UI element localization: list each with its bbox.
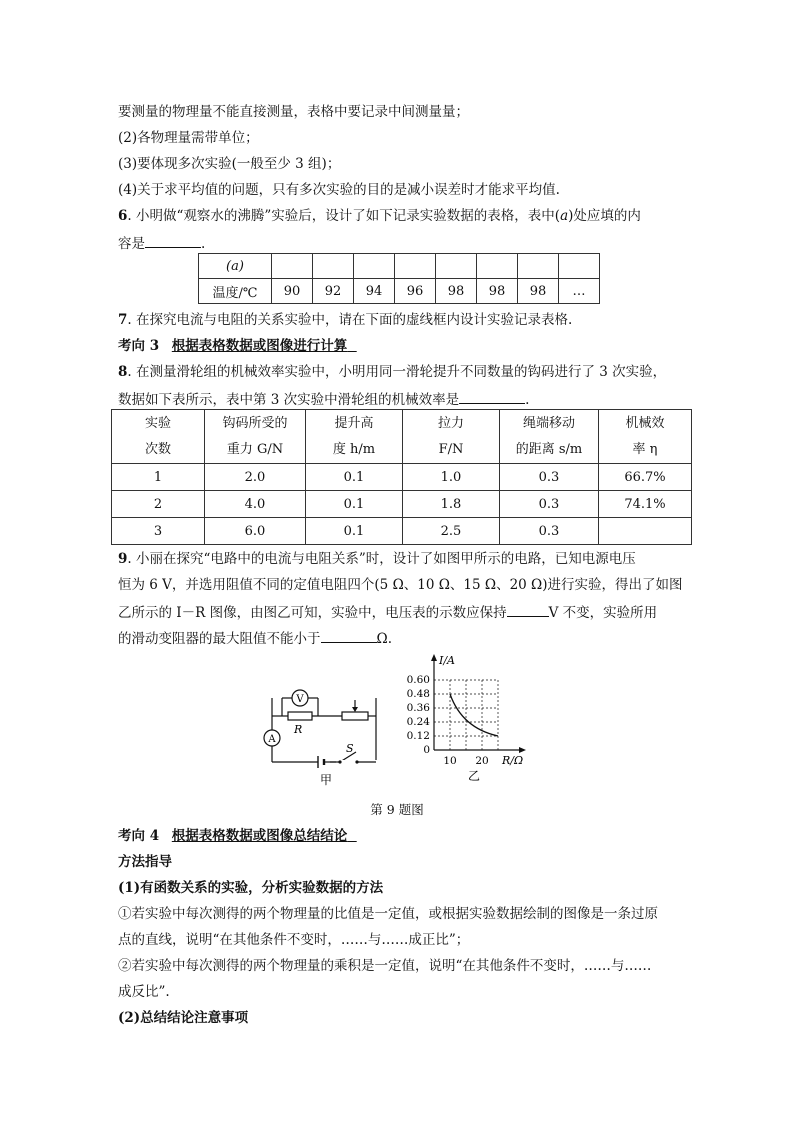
q6-number: 6: [118, 208, 128, 224]
q9-text-4b: Ω.: [376, 631, 392, 647]
table-cell: 3: [112, 518, 205, 545]
y-tick-label: 0.60: [406, 674, 430, 686]
intro-line-1: 要测量的物理量不能直接测量，表格中要记录中间测量量；: [118, 104, 469, 120]
q9-ir-graph: [394, 650, 534, 786]
q8-text-2: 数据如下表所示，表中第 3 次实验中滑轮组的机械效率是: [118, 392, 460, 408]
table-cell: 98: [436, 279, 477, 304]
q9-text-3b: V 不变，实验所用: [548, 605, 658, 621]
table-cell: [518, 254, 559, 279]
q9-line-3: [118, 602, 657, 622]
table-cell: 1: [112, 464, 205, 491]
q7-number: 7: [118, 312, 128, 328]
q7-text: . 在探究电流与电阻的关系实验中，请在下面的虚线框内设计实验记录表格.: [127, 312, 573, 328]
table-cell: 0.1: [306, 518, 403, 545]
table-cell: 96: [395, 279, 436, 304]
x-axis-arrow: [519, 747, 526, 753]
switch-label: S: [346, 742, 354, 755]
y-tick-label: 0: [423, 744, 430, 756]
table-cell: [272, 254, 313, 279]
q9-line-1: [118, 550, 636, 568]
section-4-heading: [118, 827, 357, 845]
table-cell: …: [559, 279, 600, 304]
y-axis-label: I/A: [439, 654, 455, 667]
method-p2a: ②若实验中每次测得的两个物理量的乘积是一定值，说明“在其他条件不变时，……与……: [118, 958, 652, 974]
table-cell: 90: [272, 279, 313, 304]
table-cell: 6.0: [205, 518, 306, 545]
table-cell: 74.1%: [599, 491, 692, 518]
q8-number: 8: [118, 364, 128, 380]
q8-header-distance: 绳端移动 的距离 s/m: [500, 410, 599, 464]
q9-text-1: . 小丽在探究“电路中的电流与电阻关系”时，设计了如图甲所示的电路，已知电源电压: [127, 551, 636, 567]
method-p1b: 点的直线，说明“在其他条件不变时，……与……成正比”；: [118, 932, 470, 948]
q9-line-4: [118, 628, 392, 648]
q9-answer-blank-1[interactable]: [507, 602, 549, 617]
ammeter-label: A: [268, 734, 276, 745]
graph-label: 乙: [467, 769, 481, 783]
q8-header-trial: 实验 次数: [112, 410, 205, 464]
table-cell: 1.0: [403, 464, 500, 491]
table-cell: 94: [354, 279, 395, 304]
voltmeter-label: V: [296, 694, 304, 705]
q6-text-3: 容是: [118, 236, 145, 252]
q6-answer-blank[interactable]: [145, 233, 201, 248]
q6-text-1: . 小明做“观察水的沸腾”实验后，设计了如下记录实验数据的表格，表中(: [127, 208, 561, 224]
method-title: 方法指导: [118, 854, 172, 870]
table-cell: [354, 254, 395, 279]
q9-line-2: 恒为 6 V，并选用阻值不同的定值电阻四个(5 Ω、10 Ω、15 Ω、20 Ω)进行实验，得出了如图: [118, 577, 683, 593]
q9-circuit-diagram: [260, 680, 390, 788]
table-cell: 98: [477, 279, 518, 304]
table-row: [112, 518, 692, 545]
table-cell: [313, 254, 354, 279]
table-cell: 0.3: [500, 518, 599, 545]
q6-var: a: [560, 208, 569, 224]
y-tick-label: 0.24: [406, 716, 430, 728]
table-cell: 1.8: [403, 491, 500, 518]
q8-header-efficiency: 机械效 率 η: [599, 410, 692, 464]
table-cell: 92: [313, 279, 354, 304]
x-tick-label: 20: [475, 755, 489, 767]
table-row: [112, 491, 692, 518]
resistor-label: R: [294, 723, 303, 736]
q8-answer-blank[interactable]: [459, 389, 525, 404]
table-cell: 0.3: [500, 464, 599, 491]
y-tick-label: 0.12: [406, 730, 430, 742]
q9-text-4a: 的滑动变阻器的最大阻值不能小于: [118, 631, 321, 647]
method-sub-2: (2)总结结论注意事项: [118, 1010, 249, 1026]
q8-header-weight: 钩码所受的 重力 G/N: [205, 410, 306, 464]
table-cell: 0.3: [500, 491, 599, 518]
table-cell: 0.1: [306, 491, 403, 518]
table-cell: 98: [518, 279, 559, 304]
q6-line-2: [118, 233, 205, 253]
q8-header-height: 提升高 度 h/m: [306, 410, 403, 464]
table-cell: 4.0: [205, 491, 306, 518]
section-3-title: 根据表格数据或图像进行计算: [171, 338, 348, 354]
rheostat-arrow: [352, 707, 358, 712]
resistor: [288, 712, 312, 720]
section-3-label: 考向 3: [118, 338, 160, 354]
table-row: [112, 464, 692, 491]
method-sub-1: (1)有函数关系的实验，分析实验数据的方法: [118, 880, 384, 896]
section-3-heading: [118, 337, 357, 355]
x-tick-label: 10: [443, 755, 457, 767]
q6-row1-label: (a): [199, 254, 272, 279]
table-cell: 2: [112, 491, 205, 518]
table-row: [199, 279, 600, 304]
section-4-label: 考向 4: [118, 828, 160, 844]
intro-line-4: (4)关于求平均值的问题，只有多次实验的目的是减小误差时才能求平均值.: [118, 182, 560, 198]
table-cell: 0.1: [306, 464, 403, 491]
intro-line-2: (2)各物理量需带单位；: [118, 130, 259, 146]
q6-row2-label: 温度/℃: [199, 279, 272, 304]
intro-line-3: (3)要体现多次实验(一般至少 3 组)；: [118, 156, 341, 172]
table-cell: [477, 254, 518, 279]
q7-line: [118, 311, 572, 329]
q8-line-1: [118, 363, 666, 381]
circuit-label: 甲: [319, 773, 333, 787]
table-cell: 66.7%: [599, 464, 692, 491]
method-p2b: 成反比”.: [118, 984, 170, 1000]
q6-text-4: .: [201, 236, 206, 252]
table-cell: [436, 254, 477, 279]
q8-text-3: .: [525, 392, 530, 408]
table-cell: 2.0: [205, 464, 306, 491]
q9-text-3a: 乙所示的 I－R 图像，由图乙可知，实验中，电压表的示数应保持: [118, 605, 507, 621]
rheostat: [342, 712, 368, 720]
table-cell: 2.5: [403, 518, 500, 545]
q6-table: [198, 253, 600, 304]
q8-line-2: [118, 389, 529, 409]
q9-number: 9: [118, 551, 128, 567]
section-4-title: 根据表格数据或图像总结结论: [171, 828, 348, 844]
q9-answer-blank-2[interactable]: [321, 628, 377, 643]
table-cell: [559, 254, 600, 279]
table-cell: [395, 254, 436, 279]
y-axis-arrow: [431, 654, 437, 661]
figure-caption: 第 9 题图: [370, 802, 424, 817]
y-tick-label: 0.36: [406, 702, 430, 714]
q8-table: [111, 409, 692, 545]
q6-text-2: )处应填的内: [568, 208, 641, 224]
table-row: [199, 254, 600, 279]
q8-header-force: 拉力 F/N: [403, 410, 500, 464]
x-axis-label: R/Ω: [502, 754, 524, 767]
table-header-row: [112, 410, 692, 464]
method-p1a: ①若实验中每次测得的两个物理量的比值是一定值，或根据实验数据绘制的图像是一条过原: [118, 906, 658, 922]
q6-line-1: [118, 207, 641, 225]
table-cell: [599, 518, 692, 545]
y-tick-label: 0.48: [406, 688, 430, 700]
ir-curve: [450, 694, 498, 736]
q8-text-1: . 在测量滑轮组的机械效率实验中，小明用同一滑轮提升不同数量的钩码进行了 3 次实验，: [127, 364, 667, 380]
